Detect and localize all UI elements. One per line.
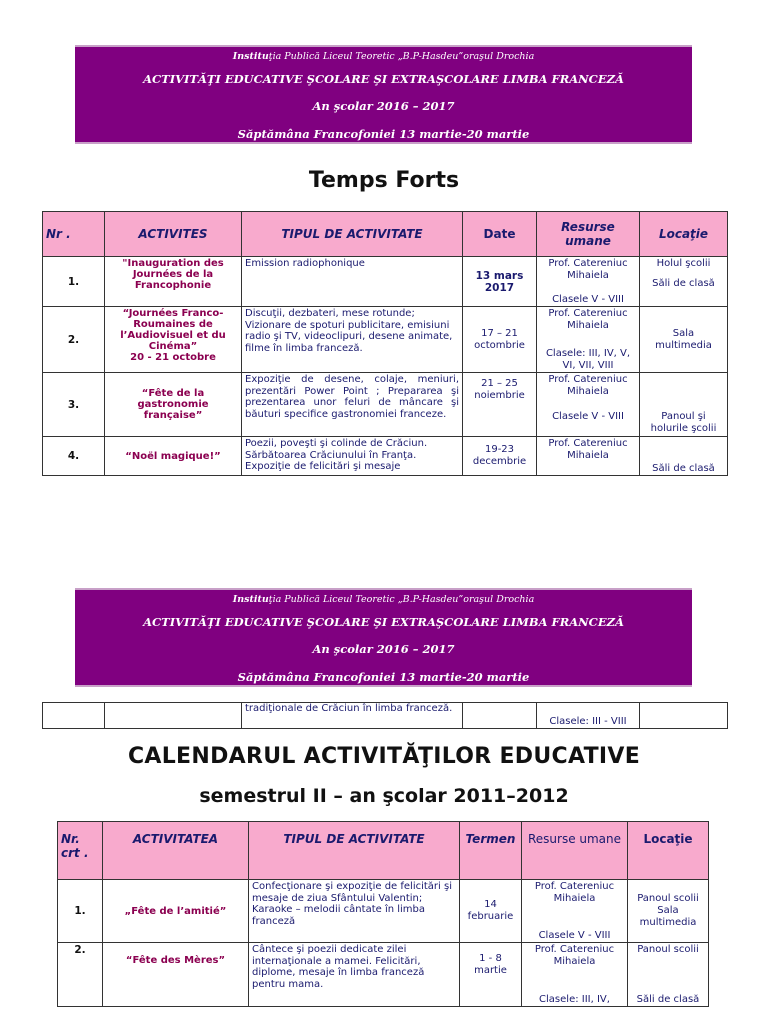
institution-prefix: Institu xyxy=(232,594,269,605)
resources-cell xyxy=(522,943,628,1007)
resources-classes: Clasele: III, IV, xyxy=(539,993,610,1005)
table-header-row xyxy=(43,212,728,257)
activity-name: "Inauguration des Journées de la Francophonie xyxy=(105,257,242,307)
resources-cell xyxy=(522,880,628,943)
resources-classes: Clasele: III - VIII xyxy=(537,703,640,729)
location-board: Panoul scolii xyxy=(637,944,699,955)
location-cell xyxy=(628,943,709,1007)
activity-type: Emission radiophonique xyxy=(242,257,463,307)
resources-teacher: Prof. Catereniuc Mihaiela xyxy=(534,881,615,904)
resources-cell xyxy=(537,257,640,307)
continuation-table xyxy=(42,702,728,729)
resources-teacher: Prof. Catereniuc Mihaiela xyxy=(548,258,628,281)
activity-type-continued: tradiţionale de Crăciun în limba franceză. xyxy=(242,703,463,729)
institution-line xyxy=(75,51,692,62)
row-number: 1. xyxy=(58,880,103,943)
table-row xyxy=(43,257,728,307)
row-number: 2. xyxy=(58,943,103,1007)
resources-teacher: Prof. Catereniuc Mihaiela xyxy=(548,374,628,397)
resources-classes: Clasele V - VIII xyxy=(552,293,624,305)
activity-date: 21 – 25 noiembrie xyxy=(463,373,537,437)
activity-type: Confecţionare şi expoziţie de felicitări şi mesaje de ziua Sfântului Valentin; Karaoke – melodii cântate în limba franceză xyxy=(249,880,460,943)
table-row xyxy=(43,703,728,729)
empty-cell xyxy=(43,703,105,729)
header-date: Date xyxy=(463,212,537,257)
resources-teacher: Prof. Catereniuc Mihaiela xyxy=(548,308,628,331)
institution-name: ţia Publică Liceul Teoretic „B.P-Hasdeu”oraşul Drochia xyxy=(268,51,535,62)
row-number: 1. xyxy=(43,257,105,307)
table-row xyxy=(58,880,709,943)
institution-line xyxy=(75,594,692,605)
banner-year: An şcolar 2016 – 2017 xyxy=(312,99,455,113)
resources-classes: Clasele: III, IV, V, VI, VII, VIII xyxy=(545,348,631,371)
location-cell: Panoul scolii Sala multimedia xyxy=(628,880,709,943)
activity-date: 13 mars 2017 xyxy=(463,257,537,307)
header-nr: Nr . xyxy=(43,212,105,257)
banner-year: An şcolar 2016 – 2017 xyxy=(312,642,455,656)
activity-name: “Noël magique!” xyxy=(105,437,242,476)
page-title: Temps Forts xyxy=(308,168,460,193)
header-banner-repeat xyxy=(75,588,692,687)
activity-date: 19-23 decembrie xyxy=(463,437,537,476)
row-number: 4. xyxy=(43,437,105,476)
empty-cell xyxy=(640,703,728,729)
banner-week: Săptămâna Francofoniei 13 martie-20 martie xyxy=(237,127,530,141)
header-activity-type: TIPUL DE ACTIVITATE xyxy=(249,822,460,880)
institution-prefix: Institu xyxy=(232,51,269,62)
header-location: Locaţie xyxy=(628,822,709,880)
resources-classes: Clasele V - VIII xyxy=(552,411,624,422)
calendar-title: CALENDARUL ACTIVITĂŢILOR EDUCATIVE xyxy=(127,744,641,769)
table-row xyxy=(43,307,728,373)
table-row xyxy=(43,373,728,437)
resources-teacher: Prof. Catereniuc Mihaiela xyxy=(534,944,615,967)
banner-activities: ACTIVITĂŢI EDUCATIVE ŞCOLARE ŞI EXTRAŞCOLARE LIMBA FRANCEZĂ xyxy=(143,615,624,629)
banner-week: Săptămâna Francofoniei 13 martie-20 martie xyxy=(237,670,530,684)
table-row xyxy=(43,437,728,476)
activity-type: Cântece şi poezii dedicate zilei internaţionale a mamei. Felicitări, diplome, mesaje în limba franceză pentru mama. xyxy=(249,943,460,1007)
header-resources: Resurse umane xyxy=(537,212,640,257)
activities-table xyxy=(42,211,728,476)
activity-date: 1 - 8 martie xyxy=(460,943,522,1007)
activity-date: 14 februarie xyxy=(460,880,522,943)
table-row xyxy=(58,943,709,1007)
header-resources: Resurse umane xyxy=(522,822,628,880)
table-header-row xyxy=(58,822,709,880)
activity-name: “Fête des Mères” xyxy=(103,943,249,1007)
activity-name: „Fête de l’amitié” xyxy=(103,880,249,943)
location-classrooms: Săli de clasă xyxy=(652,277,715,289)
header-term: Termen xyxy=(460,822,522,880)
activity-type: Poezii, poveşti şi colinde de Crăciun. Sărbătoarea Crăciunului în Franţa. Expoziţie de felicitări şi mesaje xyxy=(242,437,463,476)
activity-name: “Fête de la gastronomie française” xyxy=(105,373,242,437)
location-cell xyxy=(640,257,728,307)
activity-type: Discuţii, dezbateri, mese rotunde; Vizionare de spoturi publicitare, emisiuni radio şi TV, videoclipuri, desene animate, filme în limba franceză. xyxy=(242,307,463,373)
empty-cell xyxy=(463,703,537,729)
header-activity: ACTIVITATEA xyxy=(103,822,249,880)
location-cell: Săli de clasă xyxy=(640,437,728,476)
activity-date: 17 – 21 octombrie xyxy=(463,307,537,373)
location-cell: Panoul şi holurile şcolii xyxy=(640,373,728,437)
location-hall: Holul şcolii xyxy=(656,258,711,269)
calendar-subtitle: semestrul II – an şcolar 2011–2012 xyxy=(199,785,569,807)
row-number: 3. xyxy=(43,373,105,437)
resources-cell xyxy=(537,307,640,373)
calendar-table xyxy=(57,821,709,1007)
institution-name: ţia Publică Liceul Teoretic „B.P-Hasdeu”oraşul Drochia xyxy=(268,594,535,605)
activity-name: “Journées Franco-Roumaines de l’Audiovisuel et du Cinéma” xyxy=(120,308,226,352)
header-banner xyxy=(75,45,692,144)
empty-cell xyxy=(105,703,242,729)
header-location: Locaţie xyxy=(640,212,728,257)
activity-type: Expoziţie de desene, colaje, meniuri, prezentări Power Point ; Prepararea şi prezentarea unor feluri de mâncare şi băuturi specifice gastronomiei franceze. xyxy=(242,373,463,437)
resources-teacher: Prof. Catereniuc Mihaiela xyxy=(537,437,640,476)
header-activities: ACTIVITES xyxy=(105,212,242,257)
location-classrooms: Săli de clasă xyxy=(636,993,700,1005)
header-nr: Nr. crt . xyxy=(58,822,103,880)
activity-period: 20 - 21 octobre xyxy=(130,352,216,363)
activity-cell xyxy=(105,307,242,373)
header-activity-type: TIPUL DE ACTIVITATE xyxy=(242,212,463,257)
resources-classes: Clasele V - VIII xyxy=(538,929,611,941)
banner-activities: ACTIVITĂŢI EDUCATIVE ŞCOLARE ŞI EXTRAŞCOLARE LIMBA FRANCEZĂ xyxy=(143,72,624,86)
location-cell: Sala multimedia xyxy=(640,307,728,373)
resources-cell xyxy=(537,373,640,437)
row-number: 2. xyxy=(43,307,105,373)
